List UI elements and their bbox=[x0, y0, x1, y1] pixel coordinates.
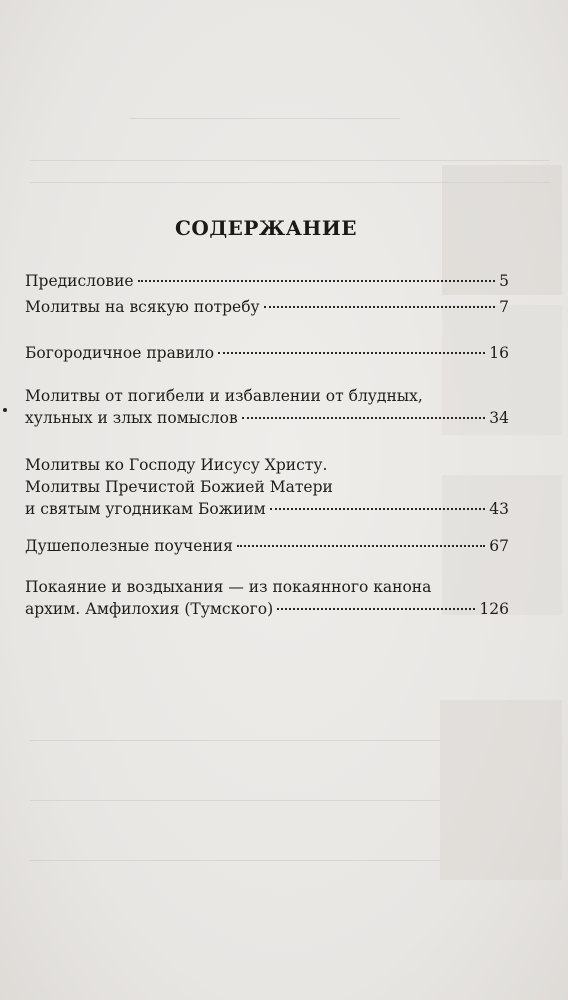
toc-entry-title-continued: архим. Амфилохия (Тумского) bbox=[25, 600, 274, 618]
dot-leader bbox=[237, 545, 485, 547]
toc-entry bbox=[25, 454, 509, 520]
bleed-through-line bbox=[30, 160, 550, 161]
toc-entry-title: Богородичное правило bbox=[25, 344, 215, 362]
toc-page-number: 7 bbox=[499, 298, 509, 316]
bleed-through-image bbox=[440, 700, 562, 880]
dot-leader bbox=[138, 280, 496, 282]
dot-leader bbox=[242, 417, 486, 419]
toc-entry bbox=[25, 535, 509, 557]
toc-entry-title-continued: хульных и злых помыслов bbox=[25, 409, 238, 427]
toc-page-number: 16 bbox=[489, 344, 509, 362]
bleed-through-line bbox=[130, 118, 400, 119]
toc-entry bbox=[25, 576, 509, 620]
toc-entry-title: Молитвы ко Господу Иисусу Христу. bbox=[25, 456, 328, 474]
bleed-through-line bbox=[30, 860, 440, 861]
dot-leader bbox=[218, 352, 485, 354]
table-of-contents bbox=[25, 270, 509, 620]
dot-leader bbox=[277, 608, 475, 610]
toc-page-number: 5 bbox=[499, 272, 509, 290]
toc-entry bbox=[25, 296, 509, 318]
toc-page-number: 67 bbox=[489, 537, 509, 555]
toc-entry-title: Молитвы на всякую потребу bbox=[25, 298, 260, 316]
bleed-through-line bbox=[30, 182, 550, 183]
bleed-through-line bbox=[30, 800, 440, 801]
toc-page-number: 126 bbox=[479, 600, 509, 618]
toc-entry bbox=[25, 385, 509, 429]
bleed-through-line bbox=[30, 740, 440, 741]
toc-entry bbox=[25, 342, 509, 364]
dot-leader bbox=[264, 306, 495, 308]
dot-leader bbox=[270, 508, 486, 510]
margin-mark bbox=[3, 408, 7, 412]
toc-entry-title-continued: и святым угодникам Божиим bbox=[25, 500, 266, 518]
toc-entry-title: Покаяние и воздыхания — из покаянного канона bbox=[25, 578, 432, 596]
toc-entry-title: Душеполезные поучения bbox=[25, 537, 233, 555]
toc-page-number: 34 bbox=[489, 409, 509, 427]
toc-entry-title: Молитвы от погибели и избавлении от блудных, bbox=[25, 387, 423, 405]
page-title: СОДЕРЖАНИЕ bbox=[175, 216, 357, 240]
toc-entry bbox=[25, 270, 509, 292]
toc-page-number: 43 bbox=[489, 500, 509, 518]
toc-entry-title: Предисловие bbox=[25, 272, 134, 290]
toc-entry-title-continued: Молитвы Пречистой Божией Матери bbox=[25, 478, 333, 496]
